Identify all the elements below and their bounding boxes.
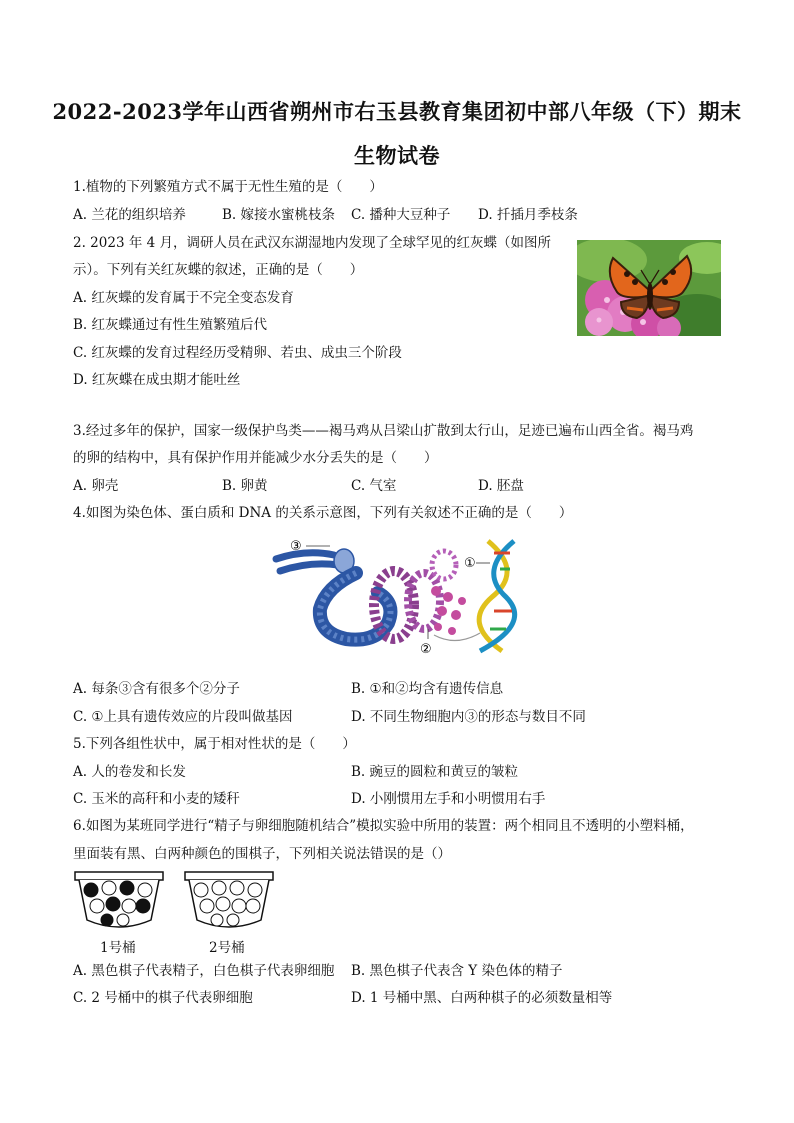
bucket-2 [185,872,273,927]
q3-stem-line1: 3.经过多年的保护，国家一级保护鸟类——褐马鸡从吕梁山扩散到太行山，足迹已遍布山西全省。褐马鸡 [73,423,694,439]
q2-option-d: D. 红灰蝶在成虫期才能吐丝 [73,372,241,388]
q1-option-b: B. 嫁接水蜜桃枝条 [222,207,336,223]
q3-option-c: C. 气室 [351,478,397,494]
q2-option-c: C. 红灰蝶的发育过程经历受精卵、若虫、成虫三个阶段 [73,345,402,361]
q1-option-d: D. 扦插月季枝条 [478,207,578,223]
q6-stem-line2: 里面装有黑、白两种颜色的围棋子，下列相关说法错误的是（） [73,846,451,862]
label-3: ③ [290,539,302,554]
q5-stem: 5.下列各组性状中，属于相对性状的是（ ） [73,736,356,752]
q3-stem-line2: 的卵的结构中，具有保护作用并能减少水分丢失的是（ ） [73,450,438,466]
q1-stem: 1.植物的下列繁殖方式不属于无性生殖的是（ ） [73,179,383,195]
q4-option-a: A. 每条③含有很多个②分子 [73,681,240,697]
q1-option-a: A. 兰花的组织培养 [73,207,186,223]
exam-title-line1: 2022-2023学年山西省朔州市右玉县教育集团初中部八年级（下）期末 [52,99,742,124]
bucket-diagram [73,870,283,936]
q5-option-c: C. 玉米的高秆和小麦的矮秆 [73,791,240,807]
label-1: ① [464,556,476,571]
q5-option-d: D. 小刚惯用左手和小明惯用右手 [351,791,546,807]
q2-stem-line1: 2. 2023 年 4 月，调研人员在武汉东湖湿地内发现了全球罕见的红灰蝶（如图所 [73,235,551,251]
q3-option-b: B. 卵黄 [222,478,268,494]
q4-option-b: B. ①和②均含有遗传信息 [351,681,504,697]
bucket-1 [75,872,163,927]
q4-option-c: C. ①上具有遗传效应的片段叫做基因 [73,709,293,725]
q6-stem-line1: 6.如图为某班同学进行“精子与卵细胞随机结合”模拟实验中所用的装置：两个相同且不透明的小塑料桶， [73,818,694,834]
chromosome-shape [276,549,354,573]
butterfly-photo [577,240,721,336]
q3-option-d: D. 胚盘 [478,478,524,494]
bucket-2-label: 2号桶 [209,940,245,956]
bucket-1-label: 1号桶 [100,940,136,956]
q6-option-c: C. 2 号桶中的棋子代表卵细胞 [73,990,253,1006]
q6-option-d: D. 1 号桶中黑、白两种棋子的必须数量相等 [351,990,613,1006]
dna-helix [479,541,515,651]
q6-option-b: B. 黑色棋子代表含 Y 染色体的精子 [351,963,563,979]
coiled-chromatin [320,573,391,640]
q4-stem: 4.如图为染色体、蛋白质和 DNA 的关系示意图，下列有关叙述不正确的是（ ） [73,505,573,521]
q2-option-a: A. 红灰蝶的发育属于不完全变态发育 [73,290,294,306]
label-2: ② [420,642,432,657]
exam-title-line2: 生物试卷 [354,143,440,168]
q5-option-b: B. 豌豆的圆粒和黄豆的皱粒 [351,764,519,780]
chromosome-dna-diagram [266,535,528,657]
q3-option-a: A. 卵壳 [73,478,119,494]
nucleosome-beads [431,586,480,641]
q1-option-c: C. 播种大豆种子 [351,207,451,223]
q6-option-a: A. 黑色棋子代表精子，白色棋子代表卵细胞 [73,963,335,979]
q4-option-d: D. 不同生物细胞内③的形态与数目不同 [351,709,586,725]
q2-option-b: B. 红灰蝶通过有性生殖繁殖后代 [73,317,268,333]
q2-stem-line2: 示）。下列有关红灰蝶的叙述，正确的是（ ） [73,262,364,278]
q5-option-a: A. 人的卷发和长发 [73,764,186,780]
